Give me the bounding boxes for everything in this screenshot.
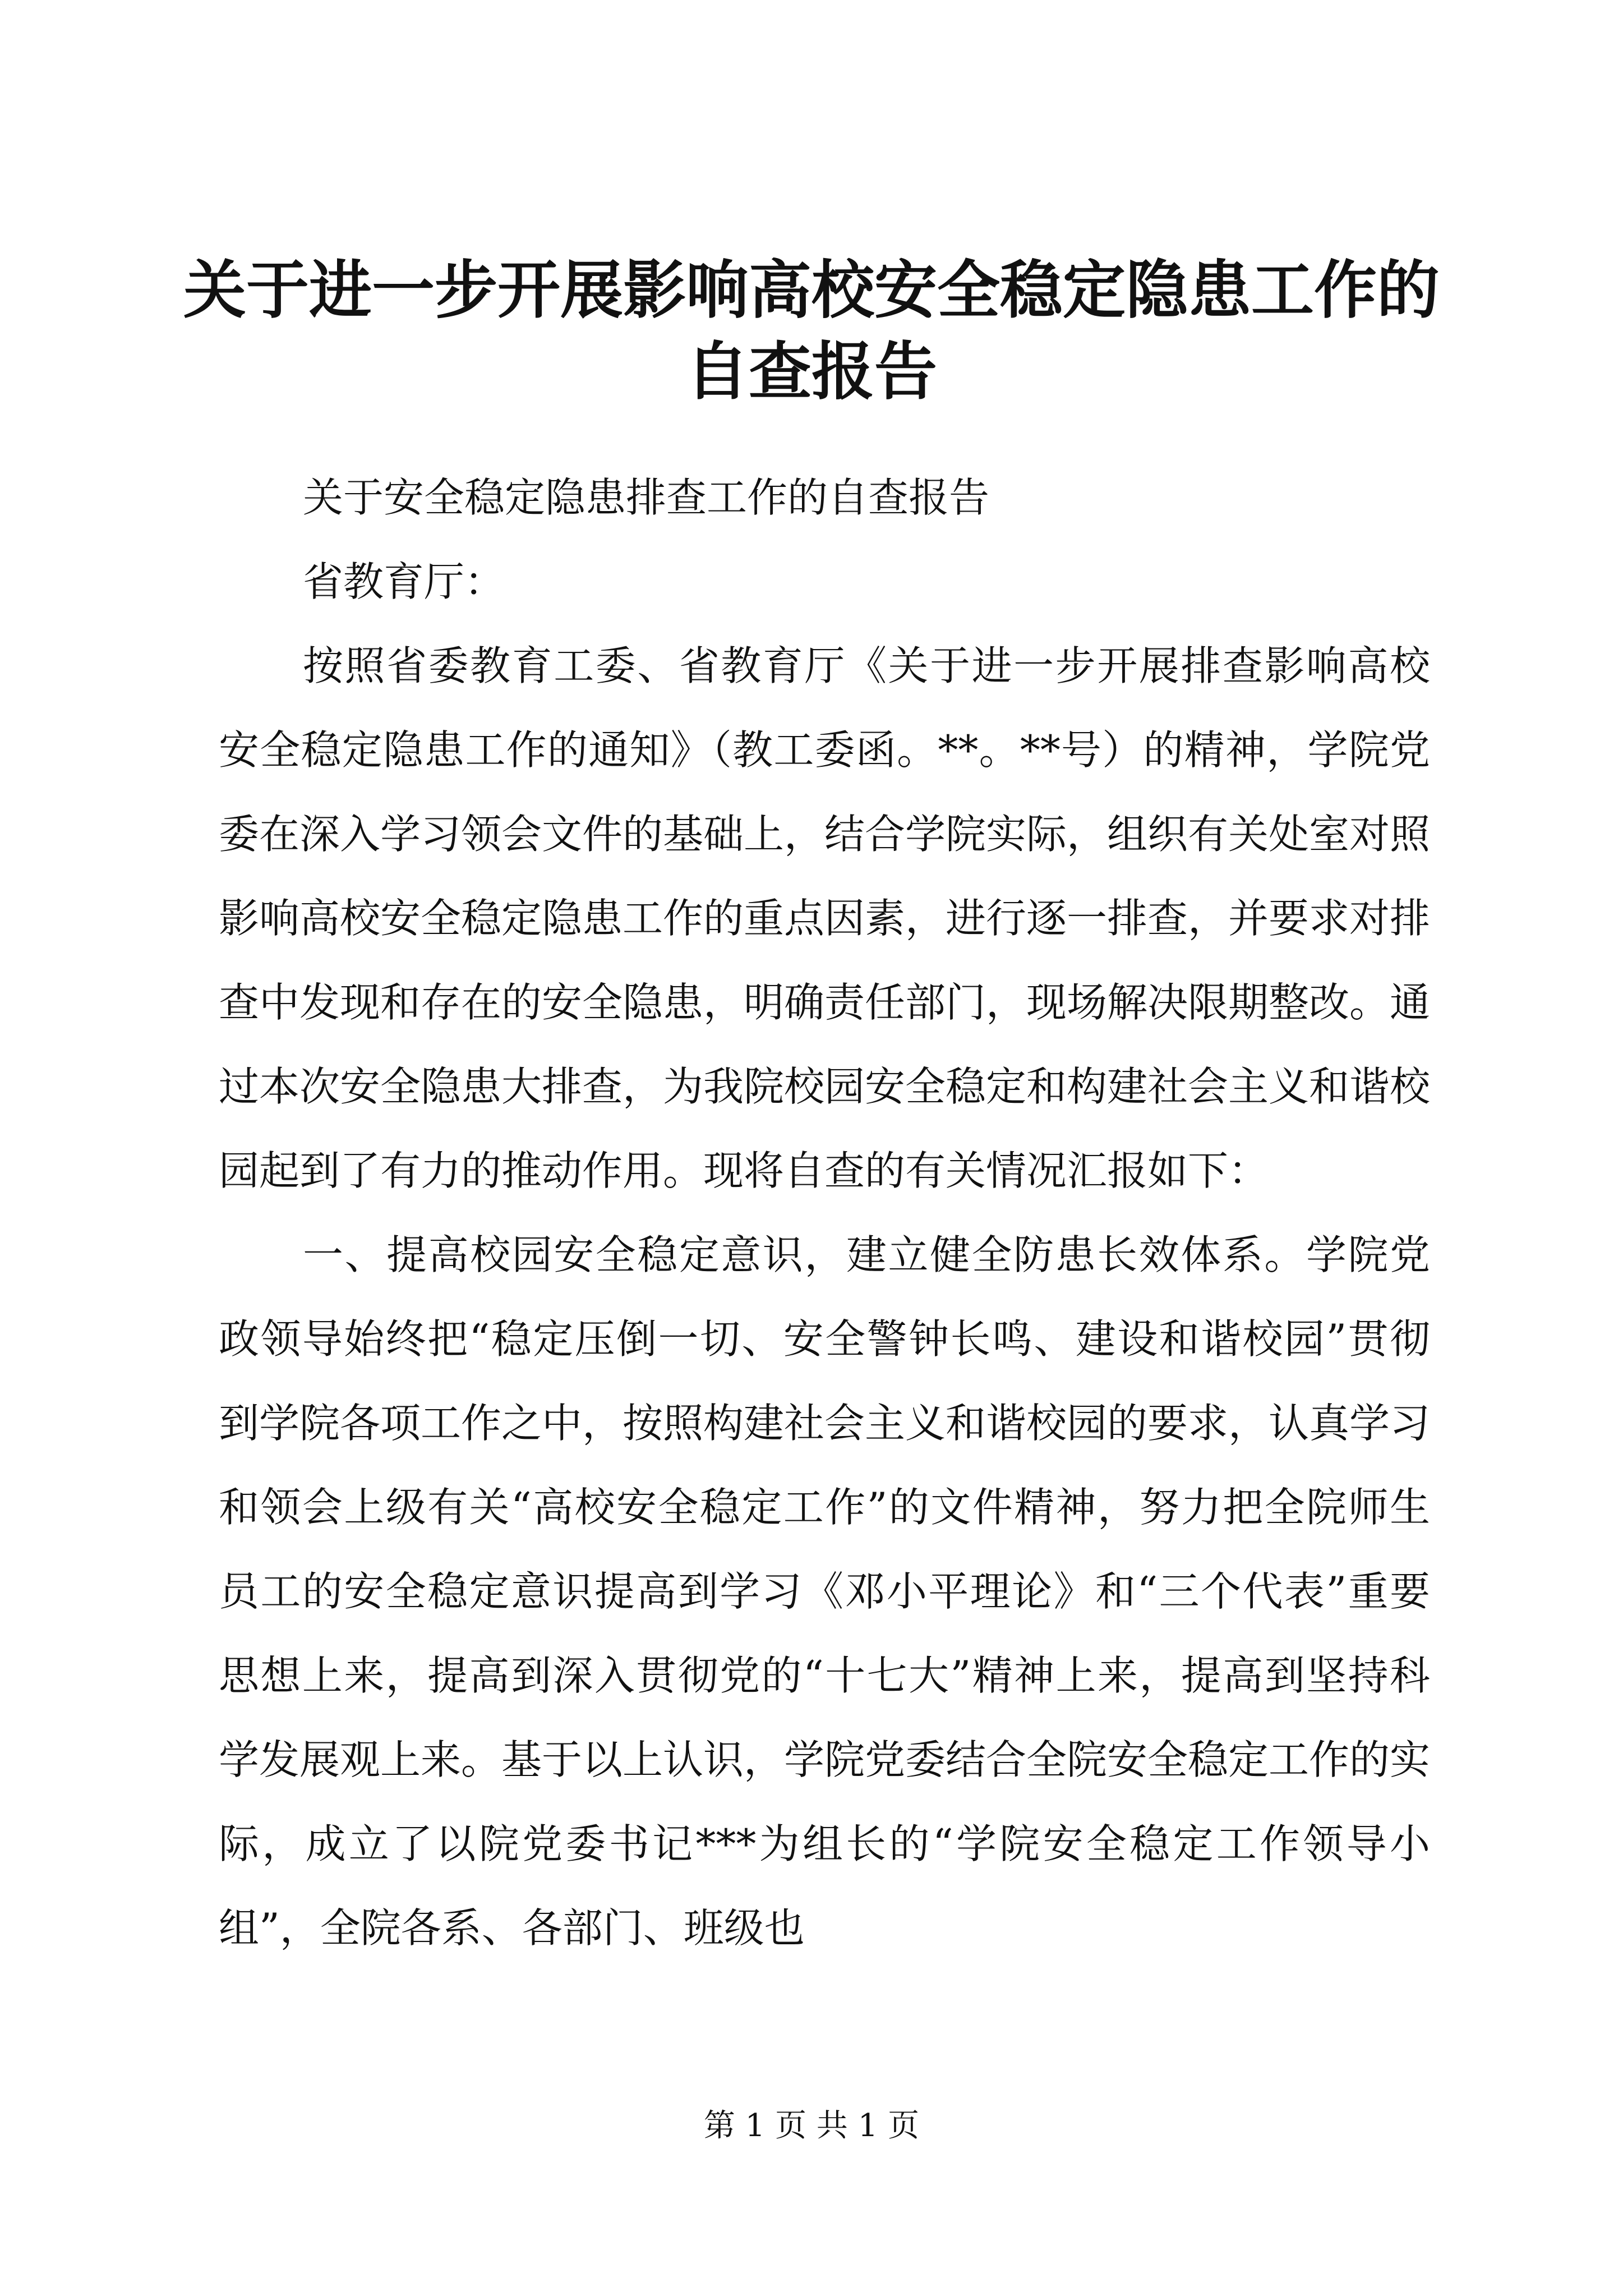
section-one-paragraph: 一、提高校园安全稳定意识，建立健全防患长效体系。学院党政领导始终把“稳定压倒一切、安全警钟长鸣、建设和谐校园”贯彻到学院各项工作之中，按照构建社会主义和谐校园的要求，认真学习和领会上级有关“高校安全稳定工作”的文件精神，努力把全院师生员工的安全稳定意识提高到学习《邓小平理论》和“三个代表”重要思想上来，提高到深入贯彻党的“十七大”精神上来，提高到坚持科学发展观上来。基于以上认识，学院党委结合全院安全稳定工作的实际，成立了以院党委书记***为组长的“学院安全稳定工作领导小组”，全院各系、各部门、班级也 [219,1231,1431,1952]
document-body [219,455,1430,1970]
title-line-2: 自查报告 [686,335,937,408]
document-title [168,250,1455,412]
title-line-1: 关于进一步开展影响高校安全稳定隐患工作的 [183,254,1440,327]
report-subtitle: 关于安全稳定隐患排查工作的自查报告 [303,474,990,521]
salutation: 省教育厅： [303,558,505,605]
page-number-footer: 第 1 页 共 1 页 [703,2108,920,2144]
intro-paragraph: 按照省委教育工委、省教育厅《关于进一步开展排查影响高校安全稳定隐患工作的通知》（教工委函。**。**号）的精神，学院党委在深入学习领会文件的基础上，结合学院实际，组织有关处室对照影响高校安全稳定隐患工作的重点因素，进行逐一排查，并要求对排查中发现和存在的安全隐患，明确责任部门，现场解决限期整改。通过本次安全隐患大排查，为我院校园安全稳定和构建社会主义和谐校园起到了有力的推动作用。现将自查的有关情况汇报如下： [219,642,1431,1194]
